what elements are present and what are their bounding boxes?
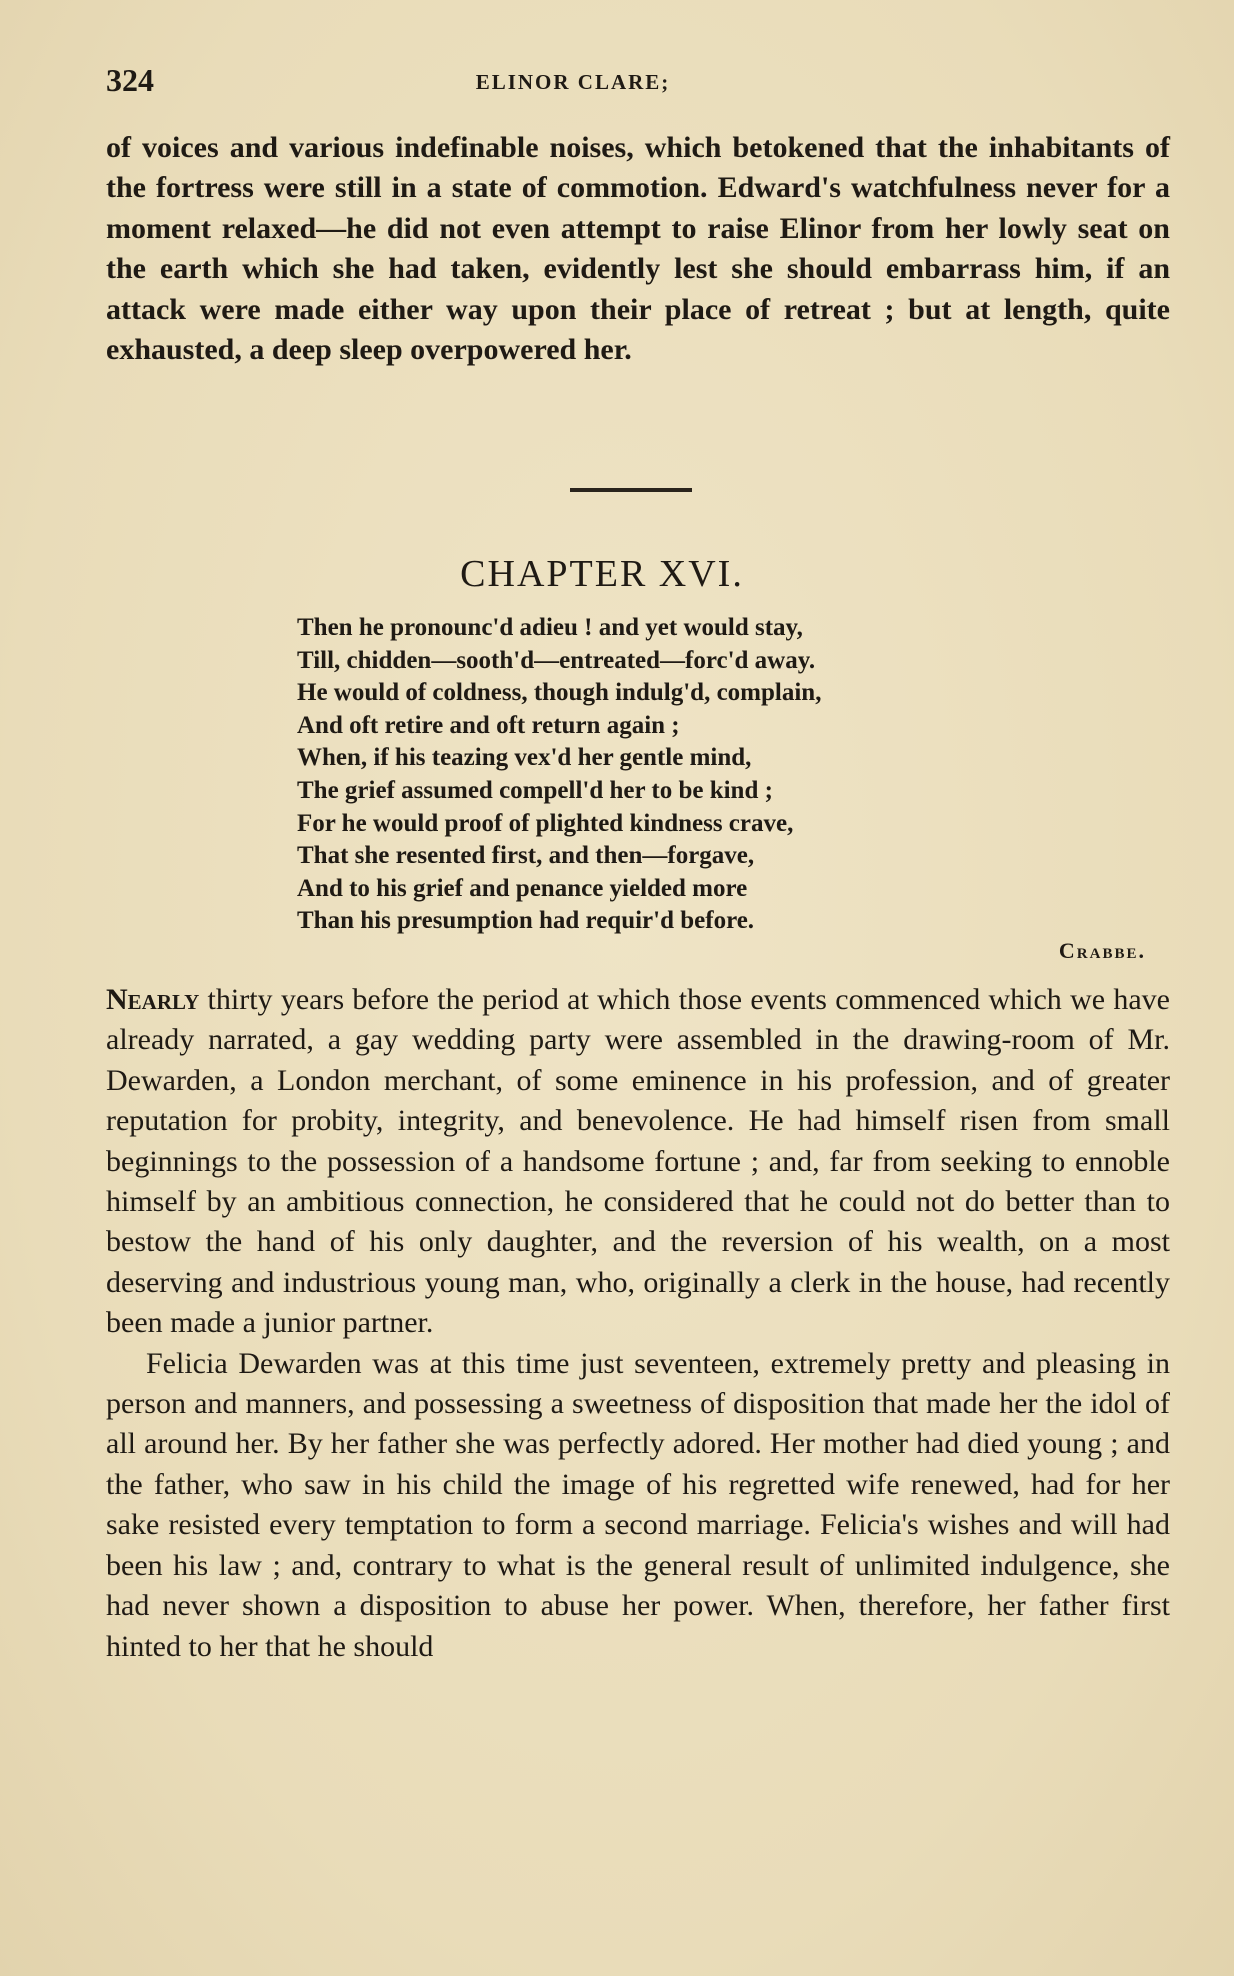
chapter-body [106,980,1170,1667]
opening-paragraph-block [106,128,1170,370]
epigraph-line: Then he pronounc'd adieu ! and yet would stay, [297,614,803,641]
epigraph-line: And oft retire and oft return again ; [297,711,680,739]
section-divider-rule [570,488,692,492]
body-paragraph-2: Felicia Dewarden was at this time just seventeen, extremely pretty and pleasing in person and manners, and possessing a sweetness of disposition that made her the idol of all around her. By her father she was perfectly adored. Her mother had died young ; and the father, who saw in his child the image of his regretted wife renewed, had for her sake resisted every temptation to form a second marriage. Felicia's wishes and will had been his law ; and, contrary to what is the general result of unlimited indulgence, she had never shown a disposition to abuse her power. When, therefore, her father first hinted to her that he should [106,1346,1170,1663]
chapter-heading: CHAPTER XVI. [460,553,744,595]
paragraph-1-text: thirty years before the period at which those events commenced which we have already narrated, a gay wedding party were assembled in the drawing-room of Mr. Dewarden, a London merchant, of some eminence in his profession, and of greater reputation for probity, integrity, and benevolence. He had himself risen from small beginnings to the possession of a handsome fortune ; and, far from seeking to ennoble himself by an ambitious connection, he considered that he could not do better than to bestow the hand of his only daughter, and the reversion of his wealth, on a most deserving and industrious young man, who, originally a clerk in the house, had recently been made a junior partner. [106,983,1170,1340]
epigraph-line: And to his grief and penance yielded more [297,874,748,902]
lead-word: Nearly [106,983,200,1016]
epigraph-line: When, if his teazing vex'd her gentle mind, [297,744,752,772]
running-head [106,62,1170,102]
epigraph [297,612,1097,938]
epigraph-attribution: Crabbe. [1058,938,1146,963]
epigraph-line: Till, chidden—sooth'd—entreated—forc'd away. [297,646,816,674]
epigraph-line: For he would proof of plighted kindness crave, [297,809,794,837]
epigraph-line: That she resented first, and then—forgave, [297,842,755,870]
opening-paragraph: of voices and various indefinable noises, which betokened that the inhabitants of the fortress were still in a state of commotion. Edward's watchfulness never for a moment relaxed—he did not even attempt to raise Elinor from her lowly seat on the earth which she had taken, evidently lest she should embarrass him, if an attack were made either way upon their place of retreat ; but at length, quite exhausted, a deep sleep overpowered her. [106,131,1170,367]
body-paragraph-1 [106,980,1170,1344]
running-title: ELINOR CLARE; [475,70,671,94]
epigraph-line: The grief assumed compell'd her to be kind ; [297,776,773,804]
epigraph-line: He would of coldness, though indulg'd, complain, [297,679,822,707]
epigraph-line: Than his presumption had requir'd before. [297,907,755,935]
page-number: 324 [106,62,154,98]
